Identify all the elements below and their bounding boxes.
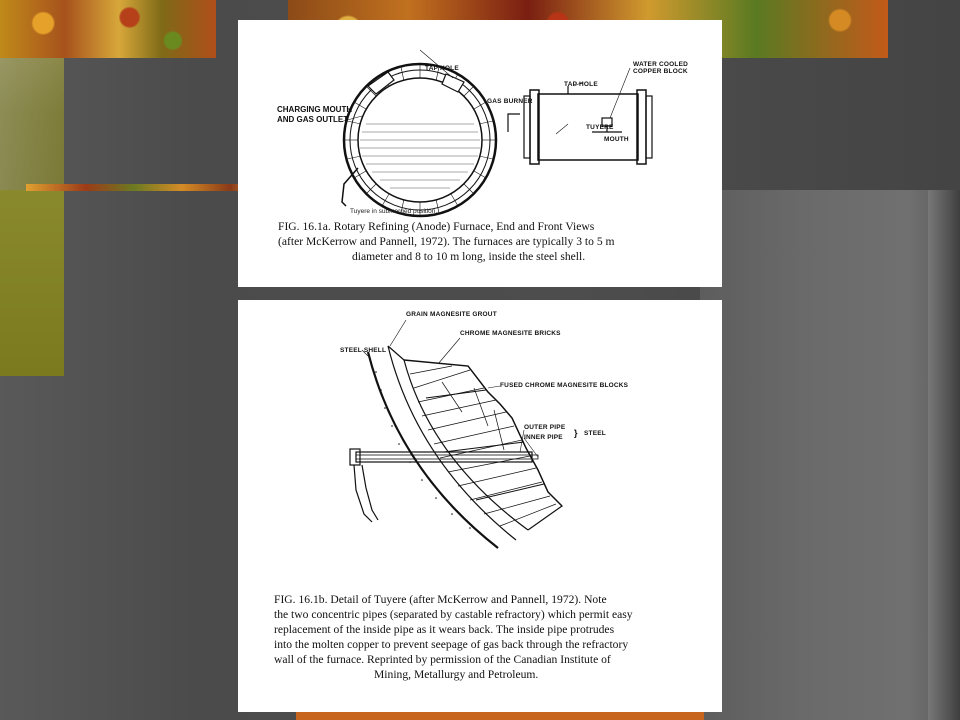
grain-magnesite-grout [388,346,516,540]
label-steel-shell: STEEL SHELL [340,347,387,354]
molten-bath-hatching [360,124,480,188]
label-grain-magnesite-grout: GRAIN MAGNESITE GROUT [406,311,497,318]
figure-16-1b-panel [238,300,722,712]
label-water-cooled-copper-block [633,61,688,75]
caption-b-line-1: FIG. 16.1b. Detail of Tuyere (after McKerrow and Pannell, 1972). Note [274,593,607,606]
caption-b-line-4: into the molten copper to prevent seepage of gas back through the refractory [274,638,629,651]
figure-16-1a-caption [278,219,615,264]
label-outer-pipe: OUTER PIPE [524,424,566,431]
background-shadow-right [928,190,960,720]
label-fused-chrome-magnesite-blocks: FUSED CHROME MAGNESITE BLOCKS [500,382,629,389]
label-gas-burner: GAS BURNER [487,98,533,105]
label-tap-hole-end: TAP HOLE [425,65,459,72]
caption-a-line-1: FIG. 16.1a. Rotary Refining (Anode) Furnace, End and Front Views [278,220,595,233]
caption-a-line-3: diameter and 8 to 10 m long, inside the steel shell. [352,250,586,263]
label-charging-mouth-line2: AND GAS OUTLET [277,115,349,124]
label-mouth: MOUTH [604,136,629,143]
label-chrome-magnesite-bricks: CHROME MAGNESITE BRICKS [460,330,561,337]
caption-b-line-6: Mining, Metallurgy and Petroleum. [374,668,539,681]
caption-b-line-5: wall of the furnace. Reprinted by permission of the Canadian Institute of [274,653,611,666]
caption-b-line-3: replacement of the inside pipe as it wears back. The inside pipe protrudes [274,623,615,636]
label-tuyere: TUYERE [586,124,614,131]
label-charging-mouth-line1: CHARGING MOUTH [277,105,353,114]
label-brace: } [574,428,578,438]
caption-b-line-2: the two concentric pipes (separated by castable refractory) which permit easy [274,608,633,621]
label-steel: STEEL [584,430,606,437]
decorative-bottom-bar [296,712,704,720]
label-water-cooled-line1: WATER COOLED [633,61,688,68]
side-bar-strip [0,50,64,190]
caption-a-line-2: (after McKerrow and Pannell, 1972). The furnaces are typically 3 to 5 m [278,235,615,248]
label-water-cooled-line2: COPPER BLOCK [633,68,688,75]
decorative-thin-stripe [26,184,266,191]
label-charging-mouth [277,105,352,125]
tuyere-note: Tuyere in submerged position. [350,208,438,215]
figure-16-1b-caption [274,592,633,682]
background-panel-right [700,190,960,720]
label-tap-hole-front: TAP HOLE [564,81,598,88]
tuyere-pipe [342,168,358,206]
inner-pipe [356,455,538,459]
decorative-banner-left [0,0,216,58]
figure-16-1a-panel [238,20,722,287]
label-inner-pipe: INNER PIPE [524,434,563,441]
